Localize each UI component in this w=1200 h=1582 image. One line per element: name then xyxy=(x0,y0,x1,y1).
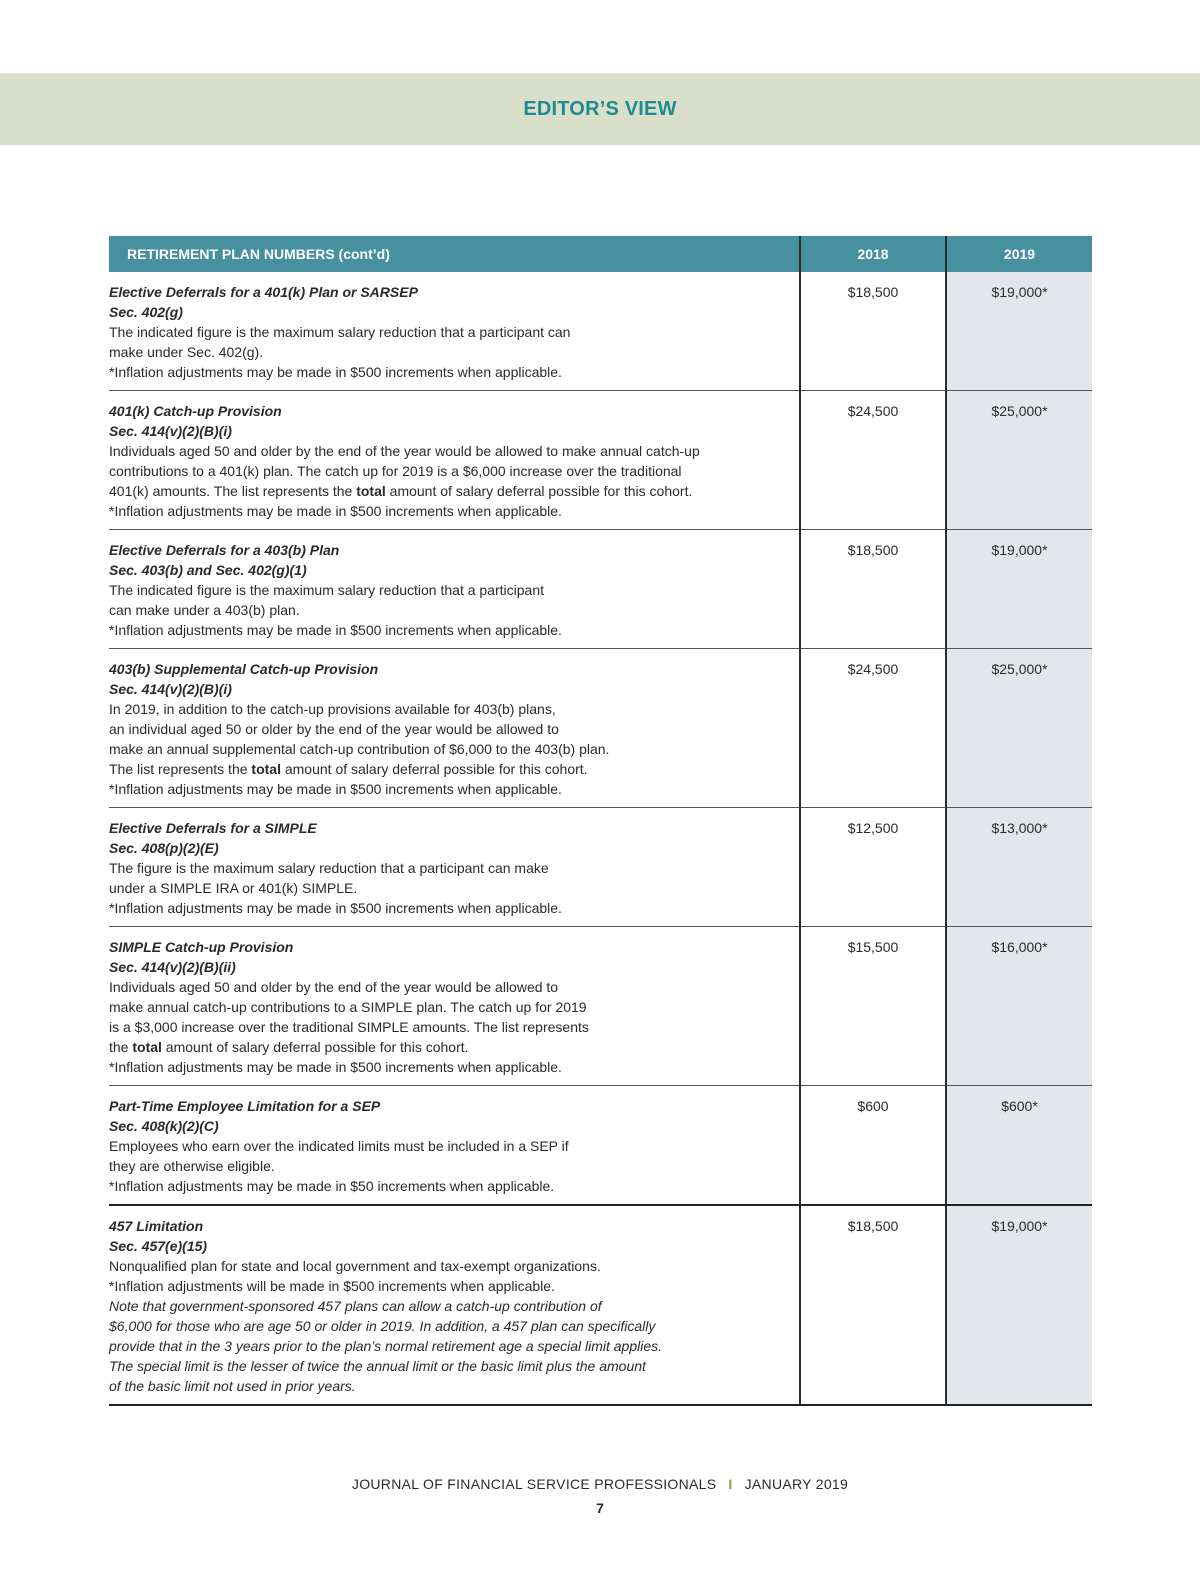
line-text: 401(k) amounts. The list represents the xyxy=(109,483,357,499)
section-title: EDITOR’S VIEW xyxy=(523,97,677,120)
row-title: SIMPLE Catch-up Provision xyxy=(109,939,294,955)
table-row xyxy=(109,927,1092,1086)
row-title: 401(k) Catch-up Provision xyxy=(109,403,282,419)
row-line: can make under a 403(b) plan. xyxy=(109,602,300,618)
value-2018: $18,500 xyxy=(800,530,946,649)
page-footer xyxy=(0,1476,1200,1492)
row-title: Elective Deferrals for a 401(k) Plan or SARSEP xyxy=(109,284,418,300)
row-title: 403(b) Supplemental Catch-up Provision xyxy=(109,661,379,677)
row-description xyxy=(109,1086,800,1206)
retirement-plan-table xyxy=(109,236,1092,1406)
line-emphasis: total xyxy=(132,1039,162,1055)
value-2018: $15,500 xyxy=(800,927,946,1086)
value-2019: $16,000* xyxy=(946,927,1092,1086)
row-line: is a $3,000 increase over the traditional SIMPLE amounts. The list represents xyxy=(109,1019,589,1035)
value-2018: $24,500 xyxy=(800,391,946,530)
row-title: Elective Deferrals for a 403(b) Plan xyxy=(109,542,340,558)
column-header-2019: 2019 xyxy=(946,236,1092,272)
line-text: the xyxy=(109,1039,133,1055)
column-header-2018: 2018 xyxy=(800,236,946,272)
row-line: Individuals aged 50 and older by the end of the year would be allowed to xyxy=(109,979,559,995)
row-section: Sec. 408(k)(2)(C) xyxy=(109,1118,219,1134)
row-line: of the basic limit not used in prior years. xyxy=(109,1378,356,1394)
row-line: In 2019, in addition to the catch-up provisions available for 403(b) plans, xyxy=(109,701,556,717)
line-text: amount of salary deferral possible for this cohort. xyxy=(385,483,693,499)
value-2018: $18,500 xyxy=(800,1205,946,1405)
row-description xyxy=(109,1205,800,1405)
value-2019: $600* xyxy=(946,1086,1092,1206)
value-2018: $24,500 xyxy=(800,649,946,808)
row-line: *Inflation adjustments may be made in $500 increments when applicable. xyxy=(109,900,562,916)
issue-date: JANUARY 2019 xyxy=(744,1476,849,1492)
value-2019: $19,000* xyxy=(946,272,1092,391)
row-section: Sec. 403(b) and Sec. 402(g)(1) xyxy=(109,562,307,578)
row-description xyxy=(109,530,800,649)
table-body xyxy=(109,272,1092,1405)
value-2019: $13,000* xyxy=(946,808,1092,927)
row-line xyxy=(109,1037,799,1057)
journal-name: JOURNAL OF FINANCIAL SERVICE PROFESSIONALS xyxy=(351,1476,717,1492)
row-description xyxy=(109,649,800,808)
value-2018: $600 xyxy=(800,1086,946,1206)
row-title: 457 Limitation xyxy=(109,1218,204,1234)
row-section: Sec. 457(e)(15) xyxy=(109,1238,208,1254)
table-row xyxy=(109,272,1092,391)
table-row xyxy=(109,1086,1092,1206)
value-2019: $19,000* xyxy=(946,530,1092,649)
row-line: *Inflation adjustments may be made in $500 increments when applicable. xyxy=(109,622,562,638)
section-banner xyxy=(0,73,1200,145)
row-description xyxy=(109,927,800,1086)
row-line xyxy=(109,481,799,501)
row-line: make an annual supplemental catch-up contribution of $6,000 to the 403(b) plan. xyxy=(109,741,610,757)
row-line: *Inflation adjustments will be made in $500 increments when applicable. xyxy=(109,1278,555,1294)
row-section: Sec. 402(g) xyxy=(109,304,183,320)
row-line: contributions to a 401(k) plan. The catch up for 2019 is a $6,000 increase over the traditional xyxy=(109,463,682,479)
row-section: Sec. 414(v)(2)(B)(i) xyxy=(109,681,232,697)
value-2019: $25,000* xyxy=(946,391,1092,530)
line-emphasis: total xyxy=(356,483,386,499)
row-line: provide that in the 3 years prior to the plan’s normal retirement age a special limit applies. xyxy=(109,1338,663,1354)
row-line: make annual catch-up contributions to a SIMPLE plan. The catch up for 2019 xyxy=(109,999,587,1015)
row-line: The indicated figure is the maximum salary reduction that a participant can xyxy=(109,324,571,340)
row-line: *Inflation adjustments may be made in $500 increments when applicable. xyxy=(109,1059,562,1075)
row-line: Note that government-sponsored 457 plans can allow a catch-up contribution of xyxy=(109,1298,602,1314)
value-2018: $18,500 xyxy=(800,272,946,391)
row-line: under a SIMPLE IRA or 401(k) SIMPLE. xyxy=(109,880,358,896)
table-header-row xyxy=(109,236,1092,272)
row-section: Sec. 414(v)(2)(B)(ii) xyxy=(109,959,236,975)
page-number: 7 xyxy=(596,1500,604,1516)
row-line: make under Sec. 402(g). xyxy=(109,344,264,360)
value-2019: $19,000* xyxy=(946,1205,1092,1405)
row-description xyxy=(109,272,800,391)
row-line: *Inflation adjustments may be made in $500 increments when applicable. xyxy=(109,503,562,519)
table-row xyxy=(109,391,1092,530)
row-title: Part-Time Employee Limitation for a SEP xyxy=(109,1098,381,1114)
table-row xyxy=(109,1205,1092,1405)
table-row xyxy=(109,808,1092,927)
value-2019: $25,000* xyxy=(946,649,1092,808)
row-description xyxy=(109,808,800,927)
row-line: $6,000 for those who are age 50 or older in 2019. In addition, a 457 plan can specifically xyxy=(109,1318,656,1334)
line-emphasis: total xyxy=(251,761,281,777)
row-line: Nonqualified plan for state and local government and tax-exempt organizations. xyxy=(109,1258,601,1274)
line-text: amount of salary deferral possible for this cohort. xyxy=(280,761,588,777)
row-description xyxy=(109,391,800,530)
row-line: The indicated figure is the maximum salary reduction that a participant xyxy=(109,582,544,598)
value-2018: $12,500 xyxy=(800,808,946,927)
line-text: amount of salary deferral possible for this cohort. xyxy=(161,1039,469,1055)
row-line: Individuals aged 50 and older by the end of the year would be allowed to make annual catch-up xyxy=(109,443,700,459)
row-line: *Inflation adjustments may be made in $500 increments when applicable. xyxy=(109,364,562,380)
row-line: The special limit is the lesser of twice the annual limit or the basic limit plus the amount xyxy=(109,1358,646,1374)
line-text: The list represents the xyxy=(109,761,252,777)
row-section: Sec. 408(p)(2)(E) xyxy=(109,840,219,856)
column-header-label: RETIREMENT PLAN NUMBERS (cont’d) xyxy=(109,236,800,272)
row-title: Elective Deferrals for a SIMPLE xyxy=(109,820,317,836)
row-line: *Inflation adjustments may be made in $500 increments when applicable. xyxy=(109,781,562,797)
row-line: Employees who earn over the indicated limits must be included in a SEP if xyxy=(109,1138,569,1154)
footer-separator: I xyxy=(728,1476,733,1492)
table-row xyxy=(109,530,1092,649)
table-row xyxy=(109,649,1092,808)
row-line: *Inflation adjustments may be made in $50 increments when applicable. xyxy=(109,1178,555,1194)
row-line xyxy=(109,759,799,779)
row-line: The figure is the maximum salary reduction that a participant can make xyxy=(109,860,549,876)
row-line: an individual aged 50 or older by the end of the year would be allowed to xyxy=(109,721,559,737)
row-line: they are otherwise eligible. xyxy=(109,1158,275,1174)
row-section: Sec. 414(v)(2)(B)(i) xyxy=(109,423,232,439)
